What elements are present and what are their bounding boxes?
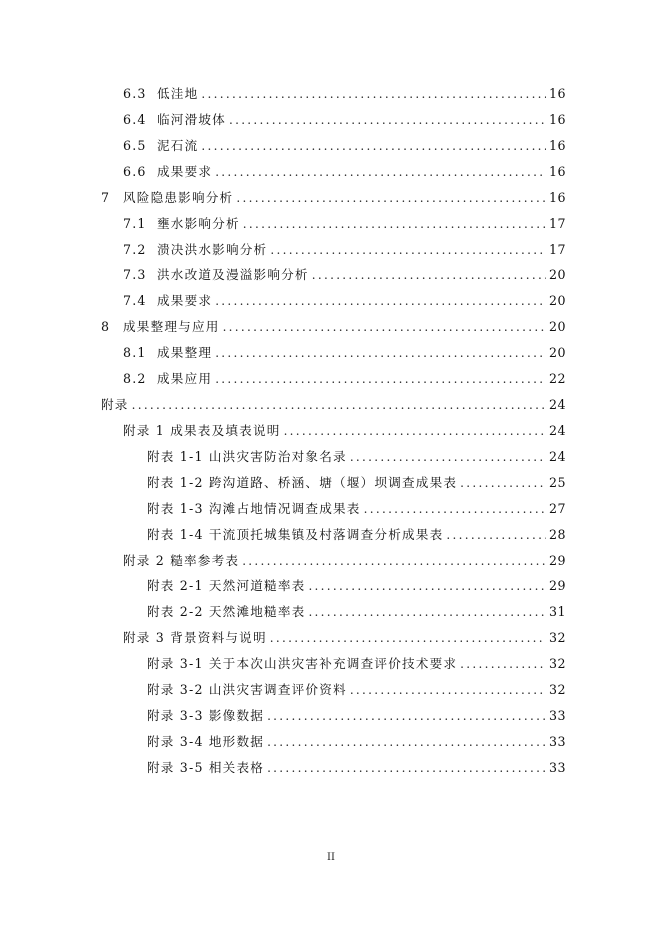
dot-leader	[308, 577, 546, 595]
dot-leader	[312, 266, 546, 284]
toc-entry-title: 溃决洪水影响分析	[157, 242, 268, 257]
toc-entry-title: 附录 3-5 相关表格	[147, 760, 265, 775]
dot-leader	[201, 85, 546, 103]
toc-entry[interactable]	[101, 396, 566, 414]
toc-entry-page: 20	[548, 267, 566, 282]
dot-leader	[267, 759, 546, 777]
toc-entry-page: 22	[548, 371, 566, 386]
toc-entry-number: 6.3	[123, 86, 147, 101]
dot-leader	[284, 422, 546, 440]
toc-entry-page: 16	[548, 190, 566, 205]
toc-entry-title: 成果整理	[157, 345, 213, 360]
toc-entry[interactable]	[147, 681, 566, 699]
dot-leader	[350, 448, 546, 466]
toc-entry-title: 附表 2-1 天然河道糙率表	[147, 578, 306, 593]
toc-entry-number: 6.6	[123, 164, 147, 179]
toc-entry[interactable]	[123, 215, 566, 233]
toc-entry-title: 附表 1-4 干流顶托城集镇及村落调查分析成果表	[147, 527, 444, 542]
toc-entry-page: 16	[548, 86, 566, 101]
toc-entry-title: 附录	[101, 397, 129, 412]
dot-leader	[270, 241, 546, 259]
toc-entry[interactable]	[147, 500, 566, 518]
toc-entry-page: 17	[548, 242, 566, 257]
toc-entry-page: 16	[548, 164, 566, 179]
toc-entry[interactable]	[101, 189, 566, 207]
toc-entry-page: 27	[548, 501, 566, 516]
dot-leader	[364, 500, 546, 518]
dot-leader	[215, 370, 546, 388]
toc-entry-page: 17	[548, 216, 566, 231]
dot-leader	[215, 344, 546, 362]
toc-entry[interactable]	[123, 266, 566, 284]
toc-entry-page: 31	[548, 604, 566, 619]
dot-leader	[242, 552, 546, 570]
toc-entry[interactable]	[147, 655, 566, 673]
toc-entry-title: 附表 1-2 跨沟道路、桥涵、塘（堰）坝调查成果表	[147, 475, 458, 490]
dot-leader	[132, 396, 546, 414]
toc-entry[interactable]	[123, 344, 566, 362]
toc-entry[interactable]	[147, 526, 566, 544]
dot-leader	[308, 603, 546, 621]
toc-entry[interactable]	[147, 707, 566, 725]
toc-entry-number: 7.2	[123, 242, 147, 257]
toc-entry-page: 32	[548, 630, 566, 645]
toc-entry-page: 24	[548, 397, 566, 412]
toc-entry-title: 附表 2-2 天然滩地糙率表	[147, 604, 306, 619]
toc-entry-page: 24	[548, 449, 566, 464]
dot-leader	[460, 655, 546, 673]
toc-entry-page: 20	[548, 345, 566, 360]
toc-entry-title: 壅水影响分析	[157, 216, 240, 231]
toc-entry-title: 附录 2 糙率参考表	[123, 553, 240, 568]
dot-leader	[215, 292, 546, 310]
dot-leader	[350, 681, 546, 699]
toc-entry-title: 附录 3 背景资料与说明	[123, 630, 267, 645]
toc-entry-title: 附录 1 成果表及填表说明	[123, 423, 281, 438]
toc-entry[interactable]	[123, 241, 566, 259]
dot-leader	[270, 629, 546, 647]
dot-leader	[267, 733, 546, 751]
toc-entry[interactable]	[147, 448, 566, 466]
dot-leader	[267, 707, 546, 725]
toc-entry-title: 成果要求	[157, 293, 213, 308]
page-number: II	[327, 852, 335, 863]
toc-entry-page: 32	[548, 682, 566, 697]
dot-leader	[201, 137, 546, 155]
toc-entry-title: 附录 3-1 关于本次山洪灾害补充调查评价技术要求	[147, 656, 458, 671]
toc-entry[interactable]	[123, 292, 566, 310]
toc-entry-page: 25	[548, 475, 566, 490]
toc-entry-page: 33	[548, 708, 566, 723]
toc-entry[interactable]	[123, 629, 566, 647]
toc-entry[interactable]	[147, 474, 566, 492]
dot-leader	[460, 474, 546, 492]
toc-entry-title: 风险隐患影响分析	[123, 190, 234, 205]
toc-entry-title: 附表 1-3 沟滩占地情况调查成果表	[147, 501, 361, 516]
toc-entry[interactable]	[123, 552, 566, 570]
toc-entry[interactable]	[147, 759, 566, 777]
toc-entry-number: 8.2	[123, 371, 147, 386]
toc-entry-number: 8	[101, 319, 111, 334]
dot-leader	[243, 215, 546, 233]
toc-entry-title: 成果整理与应用	[123, 319, 220, 334]
toc-entry-title: 低洼地	[157, 86, 199, 101]
toc-entry-number: 6.4	[123, 112, 147, 127]
toc-entry-title: 附表 1-1 山洪灾害防治对象名录	[147, 449, 347, 464]
toc-entry-page: 20	[548, 319, 566, 334]
toc-entry[interactable]	[123, 111, 566, 129]
toc-entry-title: 洪水改道及漫溢影响分析	[157, 267, 309, 282]
toc-entry-title: 附录 3-4 地形数据	[147, 734, 265, 749]
toc-entry-title: 泥石流	[157, 138, 199, 153]
dot-leader	[446, 526, 546, 544]
toc-entry-number: 8.1	[123, 345, 147, 360]
toc-entry[interactable]	[123, 370, 566, 388]
toc-entry[interactable]	[147, 733, 566, 751]
toc-entry-number: 6.5	[123, 138, 147, 153]
dot-leader	[229, 111, 546, 129]
toc-entry-page: 29	[548, 578, 566, 593]
toc-entry-title: 临河滑坡体	[157, 112, 226, 127]
toc-entry[interactable]	[147, 577, 566, 595]
dot-leader	[215, 163, 546, 181]
toc-entry-page: 28	[548, 527, 566, 542]
toc-entry-page: 33	[548, 760, 566, 775]
toc-entry-page: 32	[548, 656, 566, 671]
toc-entry-page: 24	[548, 423, 566, 438]
toc-entry-page: 33	[548, 734, 566, 749]
toc-entry[interactable]	[123, 163, 566, 181]
toc-entry-title: 成果应用	[157, 371, 213, 386]
toc-entry-page: 16	[548, 112, 566, 127]
toc-entry-title: 附录 3-2 山洪灾害调查评价资料	[147, 682, 347, 697]
toc-entry-page: 16	[548, 138, 566, 153]
toc-entry[interactable]	[123, 422, 566, 440]
toc-entry-number: 7.4	[123, 293, 147, 308]
dot-leader	[223, 318, 546, 336]
toc-entry-number: 7	[101, 190, 111, 205]
toc-entry[interactable]	[123, 85, 566, 103]
toc-entry-page: 20	[548, 293, 566, 308]
toc-entry[interactable]	[101, 318, 566, 336]
dot-leader	[236, 189, 546, 207]
toc-entry[interactable]	[147, 603, 566, 621]
toc-entry[interactable]	[123, 137, 566, 155]
toc-entry-number: 7.1	[123, 216, 147, 231]
toc-entry-page: 29	[548, 553, 566, 568]
toc-entry-number: 7.3	[123, 267, 147, 282]
toc-entry-title: 附录 3-3 影像数据	[147, 708, 265, 723]
toc-entry-title: 成果要求	[157, 164, 213, 179]
